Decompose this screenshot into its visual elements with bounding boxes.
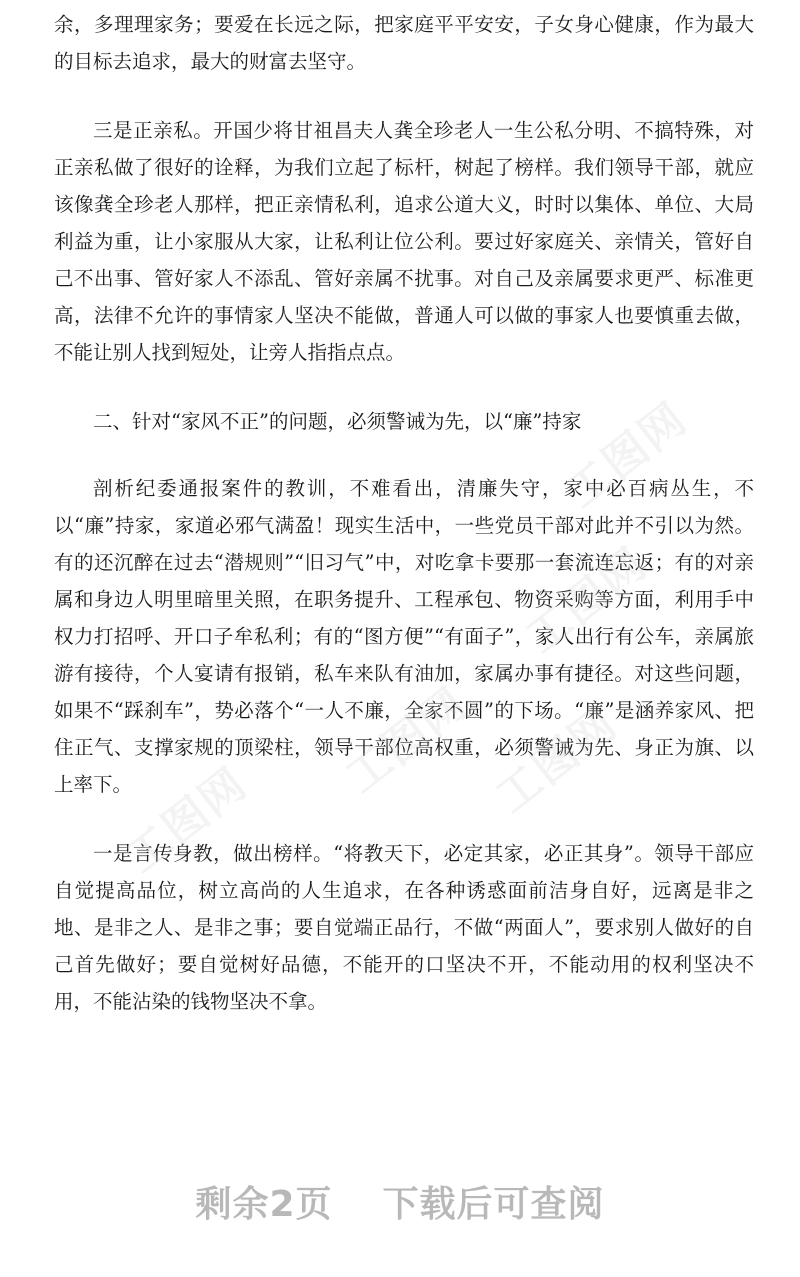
watermark-logo: 工图网: [336, 677, 477, 804]
paragraph-continuation: 余，多理理家务；要爱在长远之际，把家庭平平安安，子女身心健康，作为最大的目标去追求，最大的财富去坚守。: [54, 13, 754, 73]
remaining-pages-label: 剩余2页: [195, 1184, 333, 1225]
watermark-logo: 工图网: [556, 392, 697, 519]
paragraph-case-analysis: 剖析纪委通报案件的教训，不难看出，清廉失守，家中必百病丛生，不以“廉”持家，家道必邪气满盈！现实生活中，一些党员干部对此并不引以为然。有的还沉醉在过去“潜规则”“旧习气”中，对吃拿卡要那一套流连忘返；有的对亲属和身边人明里暗里关照，在职务提升、工程承包、物资采购等方面，利用手中权力打招呼、开口子牟私利；有的“图方便”“有面子”，家人出行有公车，亲属旅游有接待，个人宴请有报销，私车来队有油加，家属办事有捷径。对这些问题，如果不“踩刹车”，势必落个“一人不廉，全家不圆”的下场。“廉”是涵养家风、把住正气、支撑家规的顶梁柱，领导干部位高权重，必须警诫为先、身正为旗、以上率下。: [54, 477, 754, 796]
download-prompt[interactable]: [0, 1176, 800, 1227]
paragraph-zheng-qin-si: 三是正亲私。开国少将甘祖昌夫人龚全珍老人一生公私分明、不搞特殊，对正亲私做了很好的诠释，为我们立起了标杆，树起了榜样。我们领导干部，就应该像龚全珍老人那样，把正亲情私利，追求公道大义，时时以集体、单位、大局利益为重，让小家服从大家，让私利让位公利。要过好家庭关、亲情关，管好自己不出事、管好家人不添乱、管好亲属不扰事。对自己及亲属要求更严、标准更高，法律不允许的事情家人坚决不能做，普通人可以做的事家人也要慎重去做，不能让别人找到短处，让旁人指指点点。: [54, 119, 754, 364]
paragraph-yan-chuan-shen-jiao: 一是言传身教，做出榜样。“将教天下，必定其家，必正其身”。领导干部应自觉提高品位，树立高尚的人生追求，在各种诱惑面前洁身自好，远离是非之地、是非之人、是非之事；要自觉端正品行，不做“两面人”，要求别人做好的自己首先做好；要自觉树好品德，不能开的口坚决不开，不能动用的权利坚决不用，不能沾染的钱物坚决不拿。: [54, 842, 754, 1013]
document-body: [54, 6, 754, 1020]
section-heading-lian-chi-jia: 二、针对“家风不正”的问题，必须警诫为先，以“廉”持家: [93, 410, 582, 433]
watermark-logo: 工图网: [516, 537, 657, 664]
watermark-logo: 工图网: [486, 697, 627, 824]
download-to-view-label[interactable]: 下载后可查阅: [382, 1184, 605, 1225]
watermark-logo: 工图网: [116, 757, 257, 884]
